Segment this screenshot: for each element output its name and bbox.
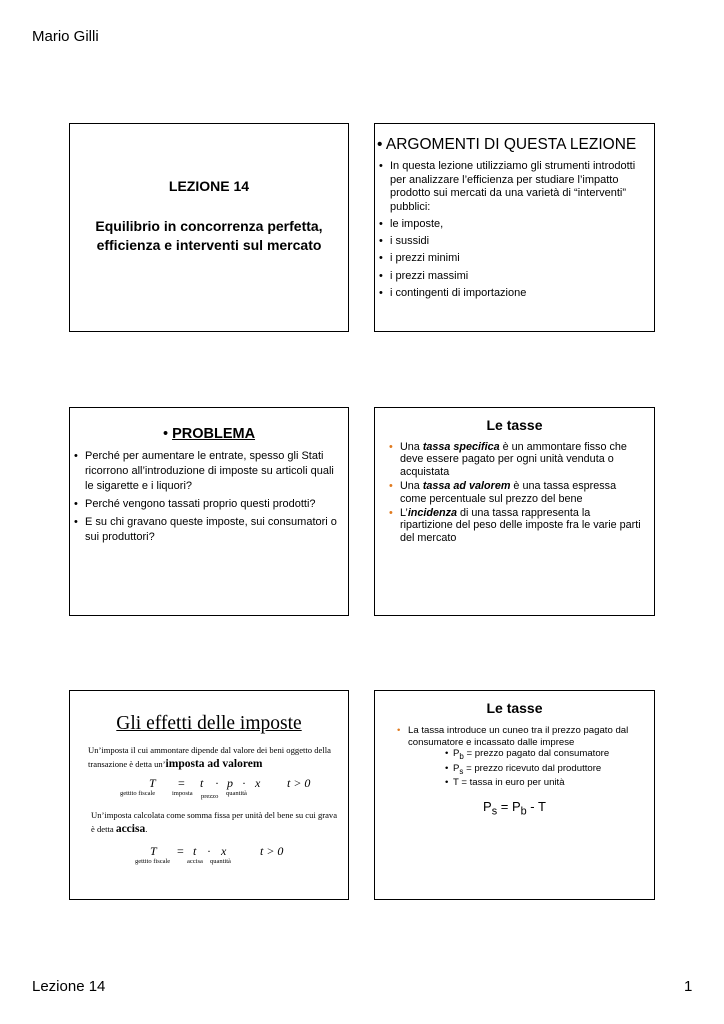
equation-symbol: =	[178, 776, 185, 790]
footer-lecture: Lezione 14	[32, 978, 106, 995]
equation-symbol: t	[200, 776, 204, 790]
equation-symbol: =	[497, 799, 512, 814]
equation-symbol: ·	[207, 844, 211, 858]
paragraph-text: Un’imposta il cui ammontare dipende dal valore dei beni oggetto della transazione è detta un’	[88, 745, 331, 769]
list-item: • i prezzi massimi	[377, 270, 650, 284]
slide-tax-effects-title: Gli effetti delle imposte	[116, 713, 302, 734]
equation-condition: t > 0	[260, 844, 284, 858]
list-item: • E su chi gravano queste imposte, sui consumatori o sui produttori?	[72, 515, 344, 545]
slide-problem	[69, 407, 349, 616]
list-item	[445, 748, 644, 763]
equation-symbol: ·	[242, 776, 246, 790]
equation-symbol: - T	[526, 799, 546, 814]
tax-wedge-sublist	[408, 748, 644, 789]
symbol: P	[453, 762, 460, 774]
item-text: = tassa in euro per unità	[458, 777, 565, 789]
tax-wedge-list	[395, 725, 644, 789]
slide-taxes-title: Le tasse	[486, 417, 543, 433]
item-text: è un ammontare fisso che deve essere pagato per ogni unità venduta o acquistata	[400, 441, 627, 478]
equation-subscript: b	[520, 805, 527, 818]
slide-tax-wedge-title: Le tasse	[486, 700, 543, 716]
symbol-subscript: b	[459, 752, 464, 762]
equation-symbol: T	[150, 844, 157, 858]
equation-symbol: P	[483, 799, 492, 814]
slide-tax-wedge	[374, 690, 655, 900]
tax-definitions-list	[387, 441, 644, 546]
header-author: Mario Gilli	[32, 28, 99, 45]
list-item: • i contingenti di importazione	[377, 287, 650, 301]
equation-label: quantità	[226, 790, 247, 797]
equation-symbol: t	[193, 844, 197, 858]
equation-subscript: s	[491, 805, 498, 818]
price-wedge-equation	[375, 799, 654, 818]
item-text: di una tassa rappresenta la ripartizione del peso delle imposte fra le varie parti del mercato	[400, 507, 641, 544]
list-item: • Perché vengono tassati proprio questi prodotti?	[72, 497, 344, 512]
paragraph-text: Un’imposta calcolata come somma fissa per unità del bene su cui grava è detta	[91, 810, 338, 834]
slide-title	[69, 123, 349, 332]
item-term: tassa specifica	[422, 441, 500, 453]
list-item	[445, 777, 644, 789]
list-item: • i prezzi minimi	[377, 252, 650, 266]
item-text: = prezzo pagato dal consumatore	[463, 748, 610, 760]
list-item	[387, 480, 644, 505]
problem-heading-text: PROBLEMA	[172, 426, 256, 442]
item-text: La tassa introduce un cuneo tra il prezzo pagato dal consumatore e incassato dalle imprese	[408, 725, 629, 748]
slide-taxes-definitions	[374, 407, 655, 616]
list-item	[387, 441, 644, 478]
symbol: P	[453, 748, 460, 760]
list-item: • i sussidi	[377, 235, 650, 249]
list-item	[445, 763, 644, 778]
paragraph-text: .	[145, 824, 148, 834]
item-term: tassa ad valorem	[422, 480, 511, 493]
ad-valorem-paragraph	[88, 743, 340, 771]
equation-symbol: =	[177, 844, 184, 858]
equation-label: imposta	[172, 790, 193, 797]
item-text: è una tassa espressa come percentuale sul prezzo del bene	[400, 480, 617, 505]
list-item: • Perché per aumentare le entrate, spesso gli Stati ricorrono all’introduzione di imposte su articoli quali le sigarette e i liquori?	[72, 449, 344, 494]
slide-title-subtitle: Equilibrio in concorrenza perfetta, efficienza e interventi sul mercato	[95, 218, 323, 253]
topics-heading-text: ARGOMENTI DI QUESTA LEZIONE	[385, 136, 637, 153]
equation-symbol: P	[511, 799, 521, 814]
equation-symbol: p	[227, 776, 233, 790]
equation-symbol: T	[149, 776, 156, 790]
item-text: Una	[400, 480, 423, 493]
equation-label: quantità	[210, 858, 231, 865]
slide-tax-effects	[69, 690, 349, 900]
item-text: L’	[400, 507, 408, 520]
topics-list	[377, 160, 650, 304]
equation-label: gettito fiscale	[135, 858, 171, 865]
slide-topics	[374, 123, 655, 332]
slide-problem-heading: • PROBLEMA	[162, 426, 256, 442]
equation-symbol: x	[221, 844, 227, 858]
equation-label: gettito fiscale	[120, 790, 156, 797]
problem-list	[72, 449, 344, 548]
equation-condition: t > 0	[287, 776, 311, 790]
symbol: T	[453, 777, 459, 789]
list-item	[387, 507, 644, 544]
item-text: Una	[400, 441, 423, 453]
paragraph-term: accisa	[115, 823, 146, 835]
equation-symbol: x	[255, 776, 261, 790]
equation-symbol: ·	[215, 776, 219, 790]
footer-page-number: 1	[684, 978, 693, 995]
list-item: • In questa lezione utilizziamo gli strumenti introdotti per analizzare l’efficienza per studiare l’impatto prodotto sui mercati da una varietà di “interventi” pubblici:	[377, 160, 650, 214]
item-term: incidenza	[407, 507, 458, 520]
equation-label: prezzo	[201, 793, 219, 800]
symbol-subscript: s	[459, 766, 464, 776]
paragraph-term: imposta ad valorem	[165, 758, 263, 770]
excise-paragraph	[91, 808, 340, 836]
slide-title-heading: LEZIONE 14	[168, 178, 250, 194]
list-item	[395, 725, 644, 789]
slide-topics-heading: • ARGOMENTI DI QUESTA LEZIONE	[377, 136, 637, 153]
list-item: • le imposte,	[377, 218, 650, 232]
equation-label: accisa	[187, 858, 203, 865]
item-text: = prezzo ricevuto dal produttore	[463, 762, 602, 774]
